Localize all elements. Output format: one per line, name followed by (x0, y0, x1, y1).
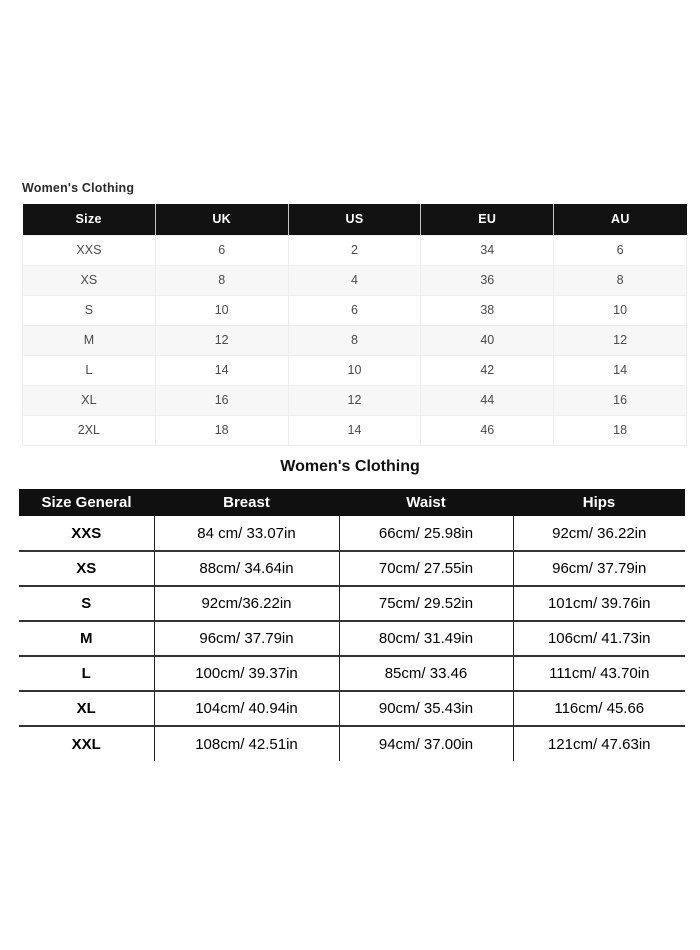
value-cell: 16 (155, 385, 288, 415)
value-cell: 111cm/ 43.70in (513, 656, 685, 691)
table-row (23, 415, 687, 445)
column-header: Breast (154, 489, 339, 516)
header-row (19, 489, 685, 516)
value-cell: 10 (155, 295, 288, 325)
size-label-cell: M (19, 621, 154, 656)
table-row (23, 295, 687, 325)
table-row (19, 726, 685, 761)
value-cell: 10 (288, 355, 421, 385)
table-row (19, 656, 685, 691)
table-row (23, 385, 687, 415)
value-cell: 12 (288, 385, 421, 415)
column-header: AU (554, 204, 687, 235)
value-cell: 88cm/ 34.64in (154, 551, 339, 586)
value-cell: 92cm/36.22in (154, 586, 339, 621)
size-label-cell: 2XL (23, 415, 156, 445)
column-header: Size (23, 204, 156, 235)
measurement-table (19, 489, 685, 761)
column-header: US (288, 204, 421, 235)
value-cell: 34 (421, 235, 554, 265)
value-cell: 14 (554, 355, 687, 385)
value-cell: 4 (288, 265, 421, 295)
size-label-cell: L (19, 656, 154, 691)
value-cell: 92cm/ 36.22in (513, 516, 685, 551)
value-cell: 36 (421, 265, 554, 295)
international-size-table (22, 204, 687, 446)
size-label-cell: S (23, 295, 156, 325)
value-cell: 8 (288, 325, 421, 355)
value-cell: 42 (421, 355, 554, 385)
value-cell: 8 (155, 265, 288, 295)
section1-label: Women's Clothing (22, 181, 135, 195)
size-label-cell: XL (19, 691, 154, 726)
value-cell: 101cm/ 39.76in (513, 586, 685, 621)
column-header: Waist (339, 489, 513, 516)
value-cell: 8 (554, 265, 687, 295)
table-row (23, 355, 687, 385)
value-cell: 18 (155, 415, 288, 445)
value-cell: 80cm/ 31.49in (339, 621, 513, 656)
size-label-cell: XL (23, 385, 156, 415)
size-label-cell: XXS (19, 516, 154, 551)
column-header: UK (155, 204, 288, 235)
size-label-cell: XS (19, 551, 154, 586)
value-cell: 44 (421, 385, 554, 415)
value-cell: 84 cm/ 33.07in (154, 516, 339, 551)
value-cell: 40 (421, 325, 554, 355)
table-row (19, 586, 685, 621)
size-label-cell: M (23, 325, 156, 355)
value-cell: 70cm/ 27.55in (339, 551, 513, 586)
value-cell: 108cm/ 42.51in (154, 726, 339, 761)
table-row (19, 551, 685, 586)
table-row (23, 235, 687, 265)
value-cell: 6 (554, 235, 687, 265)
value-cell: 66cm/ 25.98in (339, 516, 513, 551)
size-label-cell: XXS (23, 235, 156, 265)
value-cell: 96cm/ 37.79in (513, 551, 685, 586)
value-cell: 6 (155, 235, 288, 265)
international-size-section (22, 181, 687, 446)
measurement-table-title: Women's Clothing (280, 458, 420, 475)
size-label-cell: XS (23, 265, 156, 295)
value-cell: 96cm/ 37.79in (154, 621, 339, 656)
value-cell: 104cm/ 40.94in (154, 691, 339, 726)
value-cell: 46 (421, 415, 554, 445)
column-header: Hips (513, 489, 685, 516)
value-cell: 12 (554, 325, 687, 355)
column-header: EU (421, 204, 554, 235)
value-cell: 18 (554, 415, 687, 445)
value-cell: 75cm/ 29.52in (339, 586, 513, 621)
value-cell: 12 (155, 325, 288, 355)
value-cell: 94cm/ 37.00in (339, 726, 513, 761)
value-cell: 6 (288, 295, 421, 325)
column-header: Size General (19, 489, 154, 516)
value-cell: 106cm/ 41.73in (513, 621, 685, 656)
value-cell: 10 (554, 295, 687, 325)
size-label-cell: S (19, 586, 154, 621)
value-cell: 90cm/ 35.43in (339, 691, 513, 726)
value-cell: 16 (554, 385, 687, 415)
table-row (19, 516, 685, 551)
value-cell: 14 (288, 415, 421, 445)
value-cell: 121cm/ 47.63in (513, 726, 685, 761)
value-cell: 100cm/ 39.37in (154, 656, 339, 691)
table-row (19, 691, 685, 726)
value-cell: 2 (288, 235, 421, 265)
size-label-cell: XXL (19, 726, 154, 761)
table-row (23, 325, 687, 355)
size-label-cell: L (23, 355, 156, 385)
value-cell: 38 (421, 295, 554, 325)
value-cell: 116cm/ 45.66 (513, 691, 685, 726)
header-row (23, 204, 687, 235)
table-row (19, 621, 685, 656)
value-cell: 85cm/ 33.46 (339, 656, 513, 691)
table-row (23, 265, 687, 295)
measurement-section (19, 489, 685, 761)
value-cell: 14 (155, 355, 288, 385)
